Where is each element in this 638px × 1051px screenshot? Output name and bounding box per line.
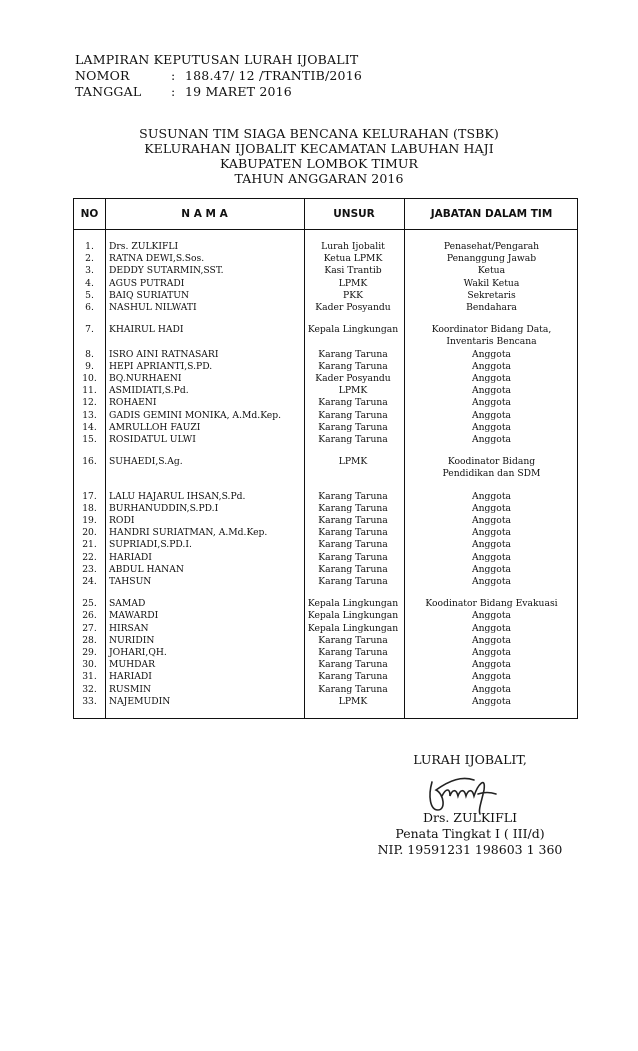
row-number: 13.: [82, 409, 97, 421]
member-role: Anggota: [471, 527, 511, 539]
member-unsur: Ketua LPMK: [323, 253, 383, 265]
members-table: [73, 198, 578, 719]
table-row: [74, 253, 577, 265]
member-role: Wakil Ketua: [463, 277, 520, 289]
member-unsur: Karang Taruna: [318, 576, 388, 587]
row-number: 31.: [82, 671, 97, 683]
member-unsur: Karang Taruna: [318, 348, 388, 360]
tanggal-line: [75, 84, 292, 99]
member-unsur: PKK: [343, 289, 363, 301]
title-line-3: KABUPATEN LOMBOK TIMUR: [219, 156, 419, 171]
member-unsur: LPMK: [338, 385, 368, 397]
row-number: 2.: [85, 253, 94, 265]
row-number: 20.: [82, 527, 97, 539]
member-role: Anggota: [471, 610, 511, 622]
table-row: [74, 336, 577, 348]
row-number: 9.: [85, 360, 94, 372]
table-row: [74, 515, 577, 527]
table-row: [74, 349, 577, 361]
row-number: 7.: [85, 324, 94, 336]
member-role: Koordinator Bidang Data,: [431, 324, 552, 336]
member-role: Penanggung Jawab: [446, 253, 537, 265]
member-role: Anggota: [471, 397, 511, 409]
member-name: SAMAD: [109, 598, 146, 610]
table-row: [74, 410, 577, 422]
member-role: Pendidikan dan SDM: [442, 468, 541, 480]
nomor-line: [75, 68, 362, 83]
member-name: ISRO AINI RATNASARI: [109, 348, 219, 360]
member-role: Anggota: [471, 409, 511, 421]
member-name: NAJEMUDIN: [109, 695, 171, 707]
member-role: Anggota: [471, 373, 511, 384]
member-role: Koodinator Bidang: [447, 456, 536, 468]
member-unsur: Karang Taruna: [318, 539, 388, 551]
table-row: [74, 659, 577, 671]
member-unsur: LPMK: [338, 456, 368, 468]
row-number: 5.: [85, 289, 94, 301]
member-name: SUHAEDI,S.Ag.: [109, 456, 183, 468]
member-name: AGUS PUTRADI: [109, 277, 185, 289]
member-name: JOHARI,QH.: [109, 647, 167, 658]
table-row: [74, 241, 577, 253]
row-number: 10.: [82, 373, 97, 384]
member-unsur: Karang Taruna: [318, 397, 388, 409]
member-role: Ketua: [477, 265, 506, 277]
member-unsur: Karang Taruna: [318, 647, 388, 658]
member-unsur: Karang Taruna: [318, 551, 388, 563]
table-row: [74, 456, 577, 468]
member-role: Anggota: [471, 683, 511, 695]
header-jabatan: JABATAN DALAM TIM: [430, 208, 553, 220]
member-role: Anggota: [471, 434, 511, 445]
row-number: 26.: [82, 610, 97, 622]
member-unsur: Kepala Lingkungan: [307, 598, 399, 610]
member-name: MAWARDI: [109, 610, 159, 622]
table-row: [74, 361, 577, 373]
table-row: [74, 684, 577, 696]
header-unsur: UNSUR: [333, 208, 375, 220]
member-role: Inventaris Bencana: [446, 336, 537, 348]
member-name: BQ.NURHAENI: [109, 373, 182, 384]
member-name: RATNA DEWI,S.Sos.: [109, 253, 205, 265]
row-number: 32.: [82, 683, 97, 695]
member-role: Anggota: [471, 490, 511, 502]
member-name: RUSMIN: [109, 683, 152, 695]
tanggal-colon: :: [171, 84, 176, 99]
row-number: 24.: [82, 576, 97, 587]
member-name: Drs. ZULKIFLI: [109, 241, 179, 252]
member-name: BAIQ SURIATUN: [109, 289, 190, 301]
row-number: 33.: [82, 695, 97, 707]
row-number: 21.: [82, 539, 97, 551]
table-row: [74, 434, 577, 446]
nomor-value: 188.47/ 12 /TRANTIB/2016: [185, 68, 363, 83]
table-row: [74, 503, 577, 515]
row-number: 19.: [82, 515, 97, 526]
table-row: [74, 635, 577, 647]
member-name: DEDDY SUTARMIN,SST.: [109, 265, 224, 277]
table-row: [74, 385, 577, 397]
member-name: ROHAENI: [109, 397, 157, 409]
row-number: 17.: [82, 490, 97, 502]
member-name: RODI: [109, 515, 135, 526]
member-unsur: Lurah Ijobalit: [321, 241, 385, 252]
row-number: 28.: [82, 634, 97, 646]
member-unsur: Kepala Lingkungan: [307, 610, 399, 622]
table-row: [74, 265, 577, 277]
member-role: Anggota: [471, 502, 511, 514]
member-role: Anggota: [471, 671, 511, 683]
member-name: KHAIRUL HADI: [109, 324, 184, 336]
tanggal-label: TANGGAL: [75, 84, 142, 99]
member-role: Anggota: [471, 515, 511, 526]
row-number: 30.: [82, 659, 97, 671]
member-role: Anggota: [471, 551, 511, 563]
row-number: 25.: [82, 598, 97, 610]
row-number: 6.: [85, 302, 94, 313]
member-unsur: LPMK: [338, 695, 368, 707]
title-line-2: KELURAHAN IJOBALIT KECAMATAN LABUHAN HAJI: [144, 141, 494, 156]
row-number: 27.: [82, 622, 97, 634]
row-number: 22.: [82, 551, 97, 563]
table-row: [74, 527, 577, 539]
table-row: [74, 290, 577, 302]
header-no: NO: [80, 208, 99, 220]
member-name: ASMIDIATI,S.Pd.: [109, 385, 189, 397]
table-row: [74, 552, 577, 564]
member-name: BURHANUDDIN,S.PD.I: [109, 502, 219, 514]
table-row: [74, 422, 577, 434]
member-unsur: Karang Taruna: [318, 527, 388, 539]
table-row: [74, 302, 577, 314]
member-role: Anggota: [471, 622, 511, 634]
member-unsur: Karang Taruna: [318, 659, 388, 671]
table-row: [74, 491, 577, 503]
table-row: [74, 623, 577, 635]
member-unsur: Karang Taruna: [318, 563, 388, 575]
member-role: Anggota: [471, 695, 511, 707]
member-unsur: Karang Taruna: [318, 671, 388, 683]
member-unsur: Karang Taruna: [318, 634, 388, 646]
member-role: Penasehat/Pengarah: [443, 241, 540, 252]
member-unsur: Karang Taruna: [318, 360, 388, 372]
member-role: Anggota: [471, 421, 511, 433]
member-unsur: Kasi Trantib: [324, 265, 382, 277]
member-name: TAHSUN: [109, 576, 152, 587]
member-name: SUPRIADI,S.PD.I.: [109, 539, 192, 551]
member-role: Anggota: [471, 385, 511, 397]
row-number: 14.: [82, 421, 97, 433]
member-unsur: Kader Posyandu: [315, 302, 391, 313]
member-name: HIRSAN: [109, 622, 149, 634]
member-role: Anggota: [471, 634, 511, 646]
member-unsur: Karang Taruna: [318, 434, 388, 445]
table-row: [74, 647, 577, 659]
member-unsur: Karang Taruna: [318, 421, 388, 433]
header-divider: [74, 229, 577, 230]
member-unsur: LPMK: [338, 277, 368, 289]
signature-name: Drs. ZULKIFLI: [422, 810, 518, 825]
row-number: 11.: [82, 385, 97, 397]
row-number: 1.: [85, 241, 94, 252]
member-role: Koodinator Bidang Evakuasi: [425, 598, 558, 610]
member-name: NURIDIN: [109, 634, 155, 646]
member-unsur: Kepala Lingkungan: [307, 622, 399, 634]
row-number: 23.: [82, 563, 97, 575]
member-role: Bendahara: [466, 302, 517, 313]
table-row: [74, 468, 577, 480]
title-line-4: TAHUN ANGGARAN 2016: [234, 171, 404, 186]
row-number: 8.: [85, 348, 94, 360]
member-name: ABDUL HANAN: [109, 563, 184, 575]
member-unsur: Kepala Lingkungan: [307, 324, 399, 336]
member-name: HARIADI: [109, 551, 152, 563]
lampiran-line: LAMPIRAN KEPUTUSAN LURAH IJOBALIT: [75, 52, 359, 67]
signature-rank: Penata Tingkat I ( III/d): [395, 826, 545, 841]
member-unsur: Kader Posyandu: [315, 373, 391, 384]
table-row: [74, 278, 577, 290]
member-name: LALU HAJARUL IHSAN,S.Pd.: [109, 490, 246, 502]
row-number: 18.: [82, 502, 97, 514]
row-number: 3.: [85, 265, 94, 277]
member-name: GADIS GEMINI MONIKA, A.Md.Kep.: [109, 409, 282, 421]
nomor-colon: :: [171, 68, 176, 83]
member-role: Anggota: [471, 348, 511, 360]
row-number: 12.: [82, 397, 97, 409]
member-role: Anggota: [471, 659, 511, 671]
table-row: [74, 397, 577, 409]
tanggal-value: 19 MARET 2016: [185, 84, 292, 99]
member-unsur: Karang Taruna: [318, 502, 388, 514]
member-name: HANDRI SURIATMAN, A.Md.Kep.: [109, 527, 268, 539]
table-row: [74, 598, 577, 610]
member-role: Anggota: [471, 576, 511, 587]
table-row: [74, 576, 577, 588]
row-number: 16.: [82, 456, 97, 468]
table-row: [74, 671, 577, 683]
header-nama: N A M A: [181, 208, 228, 220]
member-role: Anggota: [471, 563, 511, 575]
table-row: [74, 610, 577, 622]
member-name: AMRULLOH FAUZI: [109, 421, 201, 433]
member-role: Sekretaris: [467, 289, 516, 301]
row-number: 29.: [82, 647, 97, 658]
member-unsur: Karang Taruna: [318, 683, 388, 695]
member-name: HARIADI: [109, 671, 152, 683]
member-name: NASHUL NILWATI: [109, 302, 197, 313]
member-role: Anggota: [471, 539, 511, 551]
member-unsur: Karang Taruna: [318, 409, 388, 421]
member-name: HEPI APRIANTI,S.PD.: [109, 360, 213, 372]
table-row: [74, 696, 577, 708]
table-row: [74, 539, 577, 551]
member-name: ROSIDATUL ULWI: [109, 434, 196, 445]
table-row: [74, 373, 577, 385]
row-number: 15.: [82, 434, 97, 445]
table-row: [74, 324, 577, 336]
member-unsur: Karang Taruna: [318, 490, 388, 502]
title-line-1: SUSUNAN TIM SIAGA BENCANA KELURAHAN (TSBK): [139, 126, 499, 141]
member-role: Anggota: [471, 647, 511, 658]
member-role: Anggota: [471, 360, 511, 372]
nomor-label: NOMOR: [75, 68, 130, 83]
member-unsur: Karang Taruna: [318, 515, 388, 526]
handwritten-signature: [420, 766, 502, 816]
row-number: 4.: [85, 277, 94, 289]
signature-place: LURAH IJOBALIT,: [413, 752, 527, 767]
table-row: [74, 564, 577, 576]
signature-nip: NIP. 19591231 198603 1 360: [377, 842, 563, 857]
member-name: MUHDAR: [109, 659, 156, 671]
